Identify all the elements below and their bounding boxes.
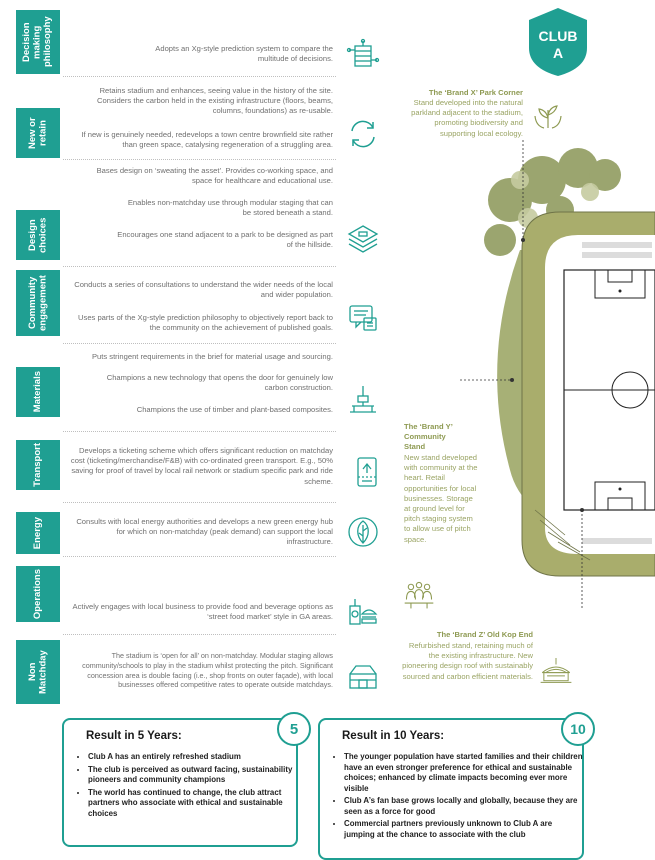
brand-z-title: The ‘Brand Z’ Old Kop End	[436, 630, 533, 639]
divider	[63, 343, 336, 344]
divider	[63, 266, 336, 267]
decision-text-1: Adopts an Xg-style prediction system to compare the multitude of decisions.	[155, 44, 333, 64]
brand-x-body: Stand developed into the natural parkland adjacent to the stadium, promoting biodiversity and supporting local ecology.	[411, 98, 523, 138]
materials-text-2: Champions a new technology that opens the door for genuinely low carbon construction.	[106, 373, 333, 393]
club-badge	[527, 6, 589, 78]
chat-document-icon	[346, 300, 380, 334]
section-tab-operations: Operations	[16, 566, 60, 622]
materials-text-1: Puts stringent requirements in the brief for material usage and sourcing.	[91, 352, 333, 361]
brand-y-title: The ‘Brand Y’ Community Stand	[404, 422, 453, 452]
new-or-retain-text-2: If new is genuinely needed, redevelops a town centre brownfield site rather than green space, catalysing regeneration of a struggling area.	[81, 130, 333, 150]
divider	[63, 76, 336, 77]
community-text-1: Conducts a series of consultations to understand the wider needs of the local and wider population.	[74, 280, 333, 300]
design-text-2: Enables non-matchday use through modular staging that can be stored beneath a stand.	[127, 198, 333, 218]
building-network-icon	[346, 38, 380, 72]
food-drink-icon	[346, 594, 380, 628]
cycle-arrows-icon	[346, 117, 380, 151]
section-tab-non-matchday: Non Matchday	[16, 640, 60, 704]
section-tab-new-or-retain: New or retain	[16, 108, 60, 158]
result-10-years-box	[318, 718, 584, 860]
leaf-icon	[346, 515, 380, 549]
result-10-years-title: Result in 10 Years:	[342, 730, 445, 742]
non-matchday-text-1: The stadium is ‘open for all’ on non-matchday. Modular staging allows community/schools to play in the stadium whilst protecting the pitch. Significant concession area is double facing (i.e., shop fronts on outer façade), with local businesses offered competitive rates to operate outside matchdays.	[82, 651, 333, 690]
divider	[63, 159, 336, 160]
section-tab-design-choices: Design choices	[16, 210, 60, 260]
plant-hands-icon	[531, 100, 571, 140]
stadium-stand-icon	[346, 660, 380, 694]
list-item: • Club A’s fan base grows locally and globally, because they are seen as a force for good	[344, 796, 584, 817]
list-item: • The world has continued to change, the club attract partners who associate with ethical and sustainable choices	[88, 788, 300, 820]
result-10-years-number: 10	[561, 712, 595, 746]
list-item: • The younger population have started families and their children have an even stronger preference for ethical and sustainable choices; enhanced by climate impacts becoming ever more visible	[344, 752, 584, 794]
brand-x-title: The ‘Brand X’ Park Corner	[428, 88, 523, 97]
divider	[63, 502, 336, 503]
result-10-years-list	[328, 752, 584, 842]
result-5-years-number: 5	[277, 712, 311, 746]
section-tab-energy: Energy	[16, 512, 60, 554]
result-5-years-list	[72, 752, 300, 821]
divider	[63, 431, 336, 432]
section-tab-decision: Decision making philosophy	[16, 10, 60, 74]
design-text-1: Bases design on ‘sweating the asset’. Provides co-working space, and space for healthcare and educational use.	[96, 166, 333, 186]
design-text-3: Encourages one stand adjacent to a park to be designed as part of the hillside.	[117, 230, 333, 250]
energy-text-1: Consults with local energy authorities and develops a new green energy hub for which on non-matchday (peak demand) can support the local infrastructure.	[76, 517, 333, 547]
crane-icon	[346, 384, 380, 418]
community-people-icon	[402, 578, 440, 612]
brand-z-body: Refurbished stand, retaining much of the existing infrastructure. New pioneering design roof with sustainably sourced and carbon efficient materials.	[402, 641, 533, 681]
layers-icon	[346, 222, 380, 256]
section-tab-community-engagement: Community engagement	[16, 270, 60, 336]
new-or-retain-text-1: Retains stadium and enhances, seeing value in the history of the site. Considers the carbon held in the existing infrastructure (floors, beams, columns, foundations) as re-usable.	[97, 86, 333, 116]
list-item: • Club A has an entirely refreshed stadium	[88, 752, 300, 763]
section-tab-materials: Materials	[16, 367, 60, 417]
section-tab-transport: Transport	[16, 440, 60, 490]
transport-text-1: Develops a ticketing scheme which offers significant reduction on matchday cost (ticketing/merchandise/F&B) with co-ordinated green transport. E.g., 50% saving for proof of travel by local rail network or stadium specific park and ride scheme.	[70, 446, 333, 486]
stadium-roof-icon	[539, 654, 581, 694]
result-5-years-title: Result in 5 Years:	[86, 730, 182, 742]
divider	[63, 634, 336, 635]
club-badge-line1: CLUB	[538, 28, 578, 44]
materials-text-3: Champions the use of timber and plant-based composites.	[136, 405, 333, 414]
ticket-icon	[350, 455, 384, 489]
divider	[63, 556, 336, 557]
list-item: • Commercial partners previously unknown to Club A are jumping at the chance to associate with the club	[344, 819, 584, 840]
result-5-years-box	[62, 718, 298, 847]
operations-text-1: Actively engages with local business to provide food and beverage options as ‘street food market’ style in GA areas.	[72, 602, 333, 622]
community-text-2: Uses parts of the Xg-style prediction philosophy to objectively report back to the community on the achievement of published goals.	[78, 313, 333, 333]
list-item: • The club is perceived as outward facing, sustainability pioneers and community champions	[88, 765, 300, 786]
brand-y-body: New stand developed with community at the heart. Retail opportunities for local businesses. Storage at ground level for pitch staging system to allow use of pitch space.	[404, 453, 478, 544]
club-badge-line2: A	[552, 45, 564, 61]
